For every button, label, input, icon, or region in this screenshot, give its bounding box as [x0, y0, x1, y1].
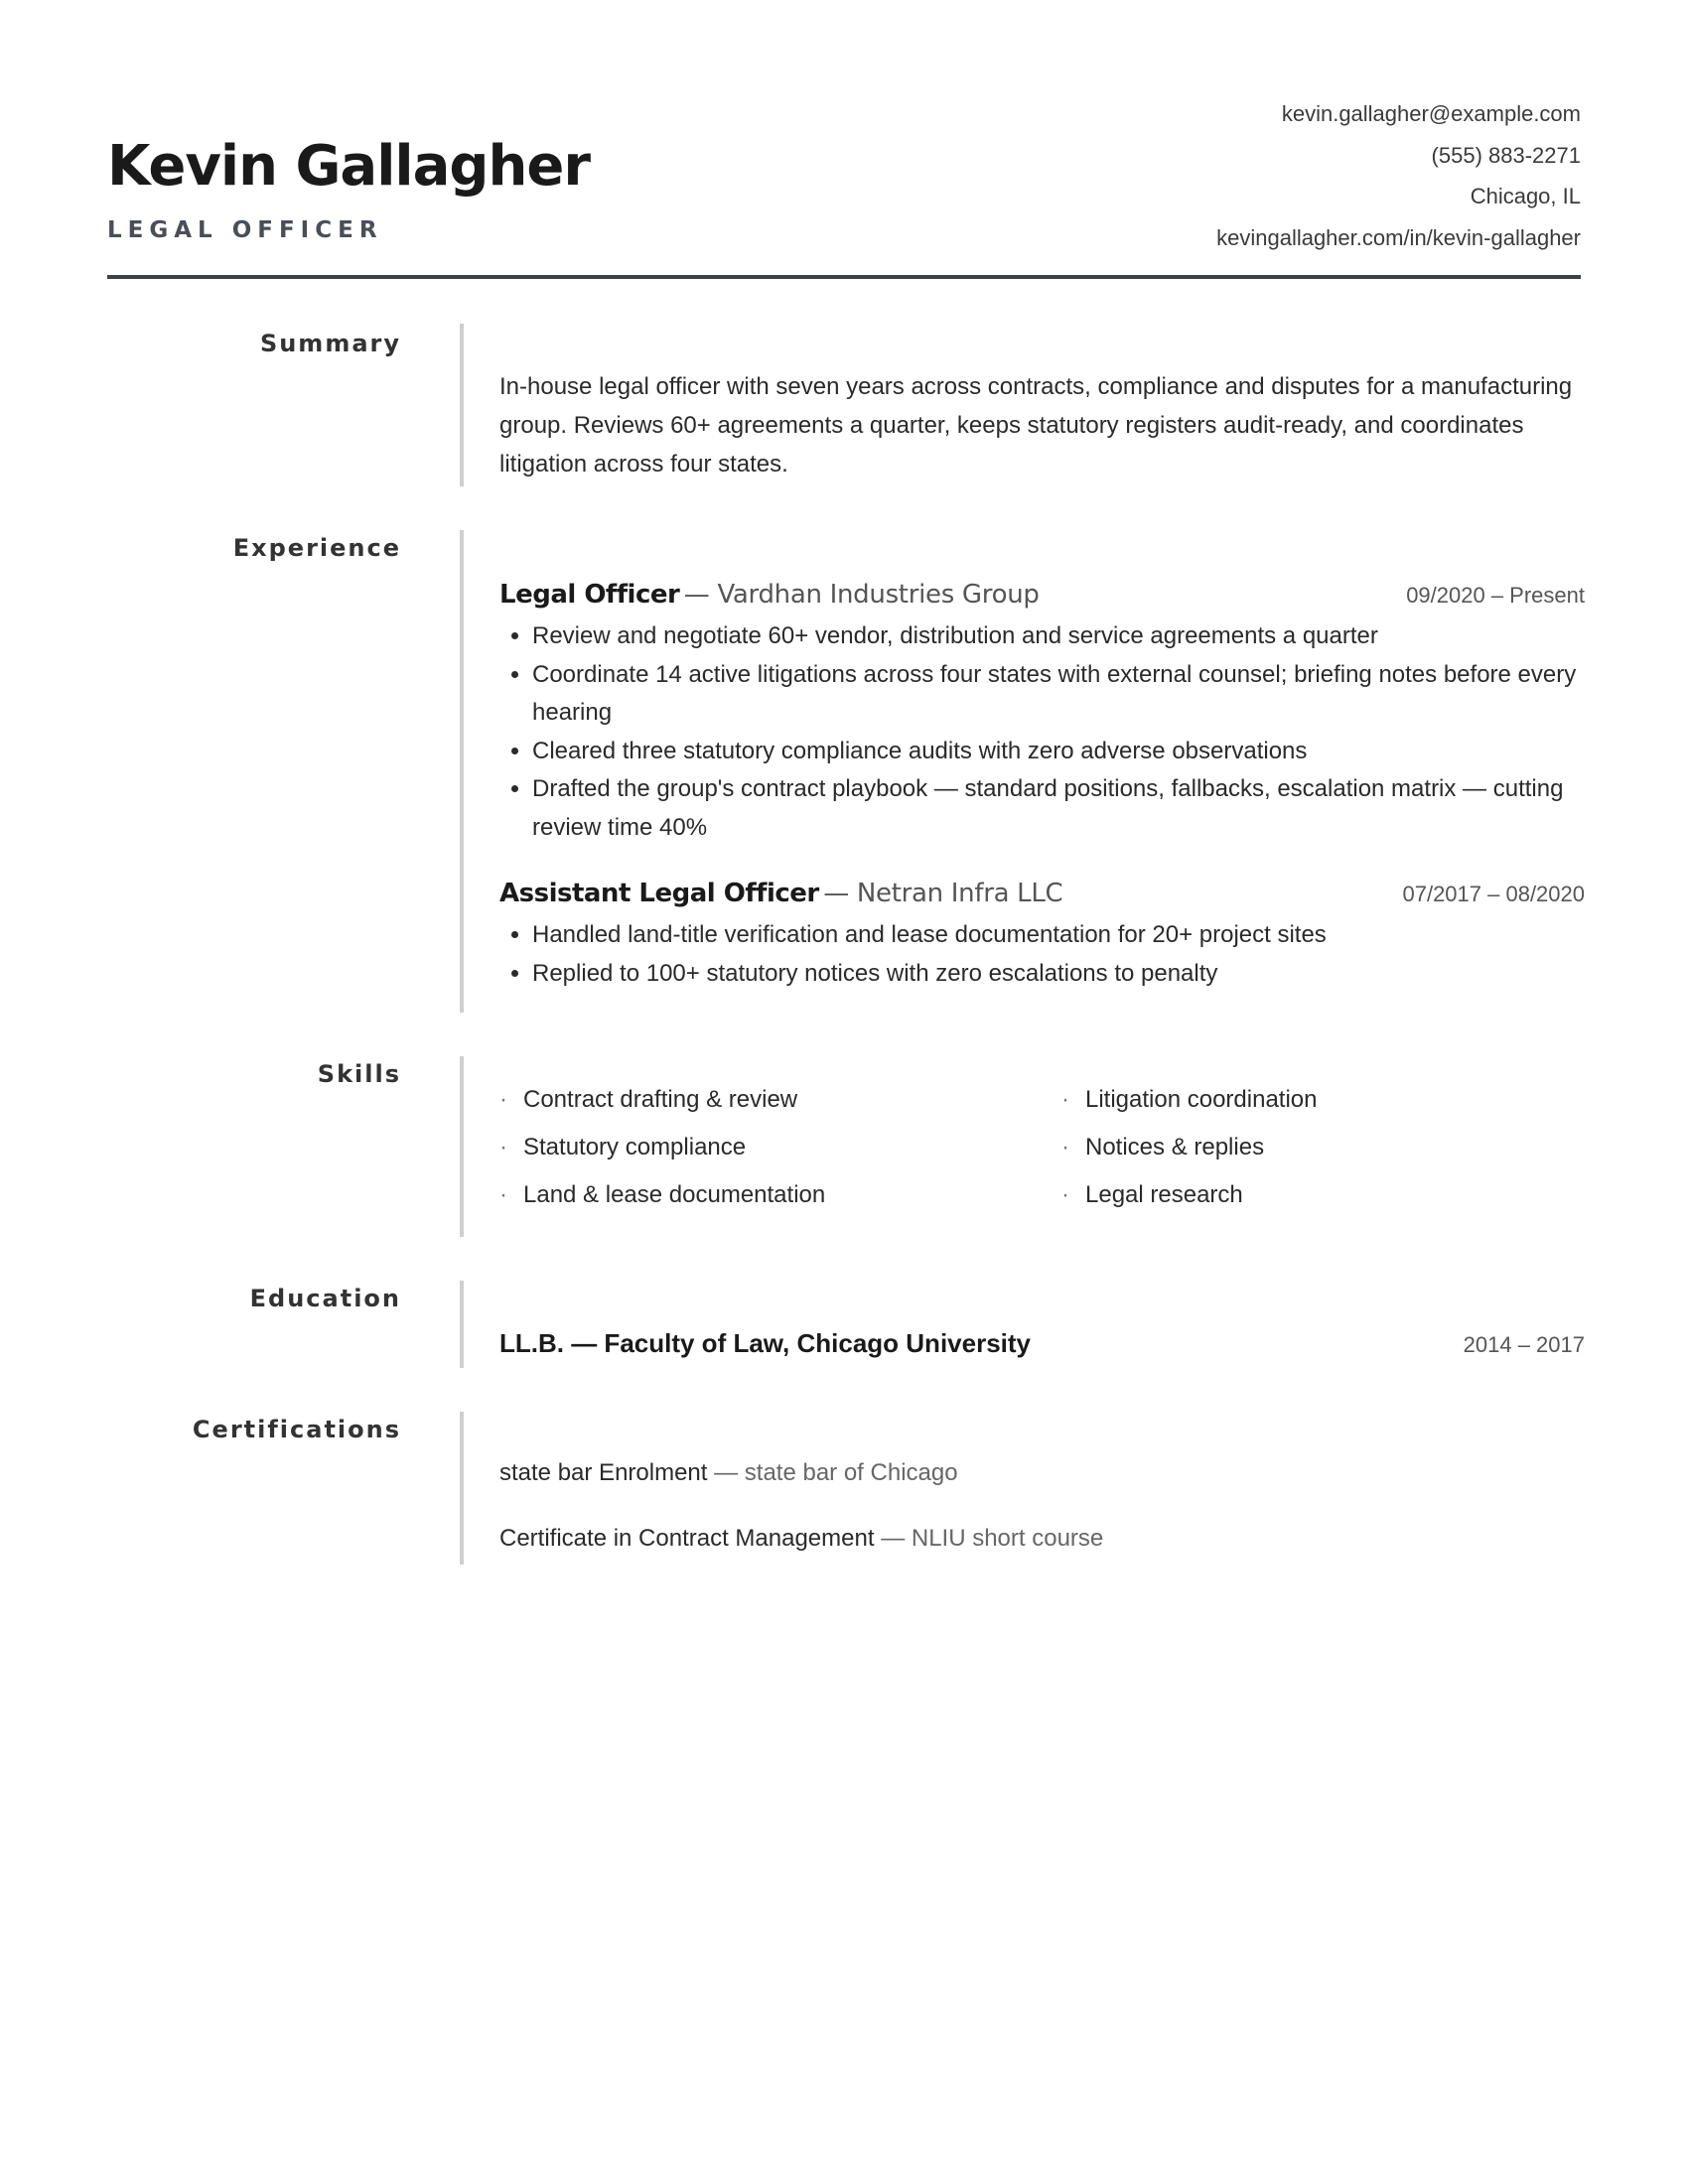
certifications-heading: Certifications	[192, 1416, 401, 1443]
job-bullet: • Review and negotiate 60+ vendor, distribution and service agreements a quarter	[532, 617, 1585, 656]
job-entry	[499, 879, 1585, 993]
job-title: Assistant Legal Officer	[499, 879, 819, 908]
summary-body	[460, 324, 1585, 486]
contact-block	[1216, 93, 1581, 258]
skill-item	[1061, 1171, 1623, 1219]
summary-text: In-house legal officer with seven years across contracts, compliance and disputes for a manufacturing group. Reviews 60+ agreements a quarter, keeps statutory registers audit-ready, and coordinates litigation across four states.	[499, 373, 1573, 478]
skill-label: Statutory compliance	[523, 1134, 747, 1160]
experience-heading: Experience	[232, 534, 401, 562]
education-entry	[499, 1328, 1585, 1359]
header-divider	[107, 275, 1581, 279]
certifications-body	[460, 1412, 1585, 1565]
skill-label: Legal research	[1085, 1181, 1243, 1208]
job-bullet: • Replied to 100+ statutory notices with zero escalations to penalty	[532, 955, 1585, 994]
summary-heading: Summary	[259, 330, 401, 357]
job-bullet: • Drafted the group's contract playbook — standard positions, fallbacks, escalation matrix — cutting review time 40%	[532, 770, 1585, 847]
skills-grid	[499, 1076, 1585, 1219]
job-bullets	[499, 617, 1585, 847]
education-body	[460, 1281, 1585, 1368]
job-header	[499, 580, 1585, 610]
skill-item	[499, 1124, 1061, 1171]
job-title: Legal Officer	[499, 580, 680, 610]
skill-item	[499, 1076, 1061, 1124]
bullet-dot-icon: ·	[1061, 1086, 1069, 1113]
certification-name: state bar Enrolment	[499, 1459, 708, 1486]
bullet-dot-icon: ·	[1061, 1181, 1069, 1208]
job-company: — Netran Infra LLC	[823, 879, 1063, 908]
skill-label: Notices & replies	[1085, 1134, 1265, 1160]
skills-section	[107, 1056, 1581, 1237]
education-section	[107, 1281, 1585, 1368]
certification-name: Certificate in Contract Management	[499, 1525, 875, 1552]
skill-label: Land & lease documentation	[523, 1181, 826, 1208]
education-heading: Education	[249, 1285, 401, 1312]
job-header	[499, 879, 1585, 908]
resume-page	[107, 0, 1585, 1552]
job-dates: 07/2017 – 08/2020	[1402, 882, 1585, 906]
certification-issuer: — state bar of Chicago	[714, 1459, 958, 1486]
candidate-name: Kevin Gallagher	[107, 134, 590, 199]
skill-item	[1061, 1076, 1623, 1124]
job-bullets	[499, 916, 1585, 993]
certification-item	[499, 1521, 1585, 1557]
certification-issuer: — NLIU short course	[881, 1525, 1104, 1552]
skills-heading: Skills	[317, 1060, 401, 1088]
experience-section	[107, 530, 1585, 1013]
summary-section	[107, 324, 1581, 488]
skill-label: Contract drafting & review	[523, 1086, 798, 1113]
job-entry	[499, 580, 1585, 847]
job-bullet: • Coordinate 14 active litigations across four states with external counsel; briefing notes before every hearing	[532, 656, 1585, 733]
job-bullet: • Cleared three statutory compliance audits with zero adverse observations	[532, 733, 1585, 771]
bullet-dot-icon: ·	[1061, 1134, 1069, 1160]
job-company: — Vardhan Industries Group	[683, 580, 1040, 610]
contact-phone: (555) 883-2271	[1431, 142, 1581, 168]
skill-item	[1061, 1124, 1623, 1171]
job-dates: 09/2020 – Present	[1406, 583, 1585, 608]
certifications-section	[107, 1412, 1581, 1565]
contact-location: Chicago, IL	[1470, 184, 1581, 208]
education-dates: 2014 – 2017	[1463, 1332, 1585, 1357]
experience-body	[460, 530, 1585, 1013]
candidate-title: LEGAL OFFICER	[107, 217, 383, 243]
resume-header	[107, 0, 1581, 280]
contact-email[interactable]: kevin.gallagher@example.com	[1281, 101, 1581, 126]
bullet-dot-icon: ·	[499, 1181, 507, 1208]
skill-item	[499, 1171, 1061, 1219]
skill-label: Litigation coordination	[1085, 1086, 1318, 1113]
bullet-dot-icon: ·	[499, 1134, 507, 1160]
contact-website[interactable]: kevingallagher.com/in/kevin-gallagher	[1216, 224, 1581, 250]
bullet-dot-icon: ·	[499, 1086, 507, 1113]
skills-body	[460, 1056, 1585, 1237]
certification-item	[499, 1455, 1585, 1491]
education-degree: LL.B. — Faculty of Law, Chicago University	[499, 1328, 1032, 1358]
job-bullet: • Handled land-title verification and lease documentation for 20+ project sites	[532, 916, 1585, 955]
